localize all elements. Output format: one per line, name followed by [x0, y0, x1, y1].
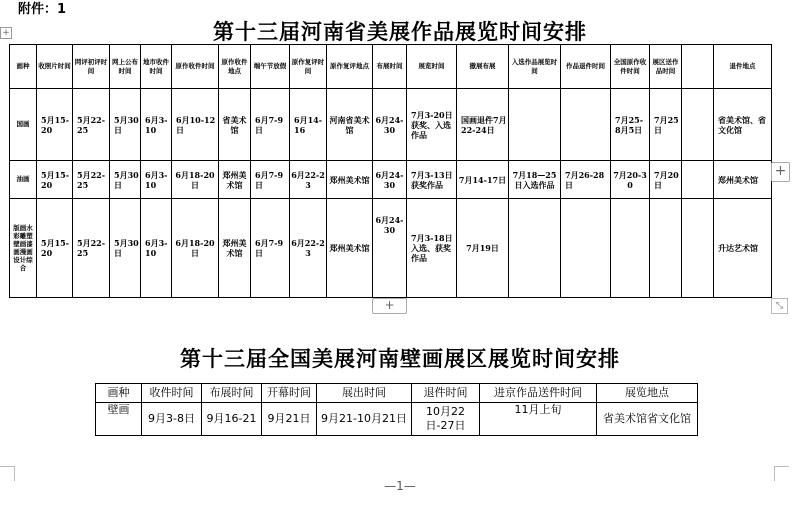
- section-title: 第十三届全国美展河南壁画展区展览时间安排: [180, 346, 620, 371]
- table-cell: 7月19日: [457, 199, 509, 298]
- table-cell: 7月25日: [650, 89, 682, 161]
- header-cell: 撤展布展: [457, 45, 509, 89]
- table-cell: 5月30日: [110, 89, 141, 161]
- table-cell: 7月20-30: [611, 161, 650, 199]
- table-cell: [611, 199, 650, 298]
- table-cell: 省美术馆、省文化馆: [714, 89, 772, 161]
- table-cell: 壁画: [96, 403, 142, 436]
- table-cell: 5月15-20: [37, 161, 73, 199]
- exhibition-schedule-table: [9, 44, 772, 298]
- table-row: [10, 89, 772, 161]
- table-cell: 11月上旬: [480, 403, 597, 436]
- header-cell: 展区送作品时间: [650, 45, 682, 89]
- table-cell: 6月3-10: [141, 161, 172, 199]
- header-cell: 原作收件时间: [172, 45, 219, 89]
- table-cell: 省美术馆省文化馆: [597, 403, 698, 436]
- table-cell: 郑州美术馆: [327, 161, 373, 199]
- header-cell: 展览时间: [407, 45, 457, 89]
- table-cell: 河南省美术馆: [327, 89, 373, 161]
- table-cell: 6月24-30: [373, 199, 407, 298]
- header-cell: 收件时间: [142, 384, 202, 403]
- page-title: 第十三届河南省美展作品展览时间安排: [213, 19, 587, 44]
- table-cell: 6月7-9日: [251, 199, 290, 298]
- header-cell: 画种: [96, 384, 142, 403]
- category-cell: 油画: [10, 161, 37, 199]
- table-cell: 9月16-21: [202, 403, 262, 436]
- header-cell: 布展时间: [373, 45, 407, 89]
- table-cell: [682, 199, 714, 298]
- table-cell: 9月3-8日: [142, 403, 202, 436]
- header-cell: 进京作品送件时间: [480, 384, 597, 403]
- table-cell: 5月15-20: [37, 199, 73, 298]
- header-cell: 入选作品展览时间: [509, 45, 561, 89]
- table-cell: 郑州美术馆: [219, 161, 251, 199]
- header-cell: 原作复评地点: [327, 45, 373, 89]
- table-cell: 郑州美术馆: [714, 161, 772, 199]
- header-cell: 收照片时间: [37, 45, 73, 89]
- table-cell: 国画退件7月22-24日: [457, 89, 509, 161]
- table-cell: 6月10-12日: [172, 89, 219, 161]
- table-cell: [682, 89, 714, 161]
- table-row: [10, 199, 772, 298]
- table-cell: 9月21日: [262, 403, 317, 436]
- table-cell: [509, 89, 561, 161]
- table-cell: 7月25-8月5日: [611, 89, 650, 161]
- header-cell: 作品退件时间: [561, 45, 611, 89]
- table-header-row: [96, 384, 698, 403]
- header-cell: 端午节放假: [251, 45, 290, 89]
- table-cell: 5月30日: [110, 161, 141, 199]
- table-cell: 郑州美术馆: [219, 199, 251, 298]
- attachment-label: 附件：1: [18, 2, 67, 17]
- table-cell: 6月14-16: [290, 89, 327, 161]
- header-cell: 地市收件时间: [141, 45, 172, 89]
- category-cell: 版画水彩雕塑壁画漆画漫画设计综合: [10, 199, 37, 298]
- table-cell: 5月30日: [110, 199, 141, 298]
- table-cell: 7月26-28日: [561, 161, 611, 199]
- header-cell: 画种: [10, 45, 37, 89]
- table-cell: 6月18-20日: [172, 161, 219, 199]
- table-cell: [561, 199, 611, 298]
- table-resize-icon[interactable]: ⤡: [771, 298, 788, 314]
- table-cell: 5月15-20: [37, 89, 73, 161]
- add-row-plus-icon[interactable]: +: [372, 298, 407, 314]
- table-cell: 省美术馆: [219, 89, 251, 161]
- table-cell: 7月3-13日获奖作品: [407, 161, 457, 199]
- table-cell: 6月22-23: [290, 161, 327, 199]
- mural-schedule-table: [95, 383, 698, 436]
- table-cell: [682, 161, 714, 199]
- table-cell: 5月22-25: [73, 89, 110, 161]
- table-cell: [650, 199, 682, 298]
- table-cell: 5月22-25: [73, 199, 110, 298]
- table-cell: 6月24-30: [373, 89, 407, 161]
- page-number: —1—: [384, 479, 416, 493]
- table-cell: 7月3-20日获奖、入选作品: [407, 89, 457, 161]
- table-cell: [509, 199, 561, 298]
- table-cell: 9月21-10月21日: [317, 403, 412, 436]
- table-move-handle-icon[interactable]: +: [0, 27, 12, 39]
- table-cell: 6月7-9日: [251, 89, 290, 161]
- table-row: [10, 161, 772, 199]
- table-cell: 6月22-23: [290, 199, 327, 298]
- header-cell: 开幕时间: [262, 384, 317, 403]
- table-row: [96, 403, 698, 436]
- table-cell: 6月3-10: [141, 89, 172, 161]
- table-cell: 郑州美术馆: [327, 199, 373, 298]
- table-cell: 6月3-10: [141, 199, 172, 298]
- header-cell: 原作复评时间: [290, 45, 327, 89]
- header-cell: 网上公布时间: [110, 45, 141, 89]
- add-column-plus-icon[interactable]: +: [771, 162, 790, 182]
- table-cell: 6月7-9日: [251, 161, 290, 199]
- header-cell: 展览地点: [597, 384, 698, 403]
- table-cell: [561, 89, 611, 161]
- header-cell: 原作收件地点: [219, 45, 251, 89]
- header-cell: 全国原作收件时间: [611, 45, 650, 89]
- table-cell: 6月24-30: [373, 161, 407, 199]
- table-cell: 10月22日-27日: [412, 403, 480, 436]
- table-header-row: [10, 45, 772, 89]
- header-cell: 展出时间: [317, 384, 412, 403]
- header-cell: 布展时间: [202, 384, 262, 403]
- table-cell: 7月3-18日入选、获奖作品: [407, 199, 457, 298]
- header-cell: 网评初评时间: [73, 45, 110, 89]
- category-cell: 国画: [10, 89, 37, 161]
- header-cell: 退件时间: [412, 384, 480, 403]
- header-cell: 退件地点: [714, 45, 772, 89]
- table-cell: 7月20日: [650, 161, 682, 199]
- table-cell: 6月18-20日: [172, 199, 219, 298]
- table-cell: 7月18—25日入选作品: [509, 161, 561, 199]
- table-cell: 升达艺术馆: [714, 199, 772, 298]
- header-cell: [682, 45, 714, 89]
- table-cell: 5月22-25: [73, 161, 110, 199]
- table-cell: 7月14-17日: [457, 161, 509, 199]
